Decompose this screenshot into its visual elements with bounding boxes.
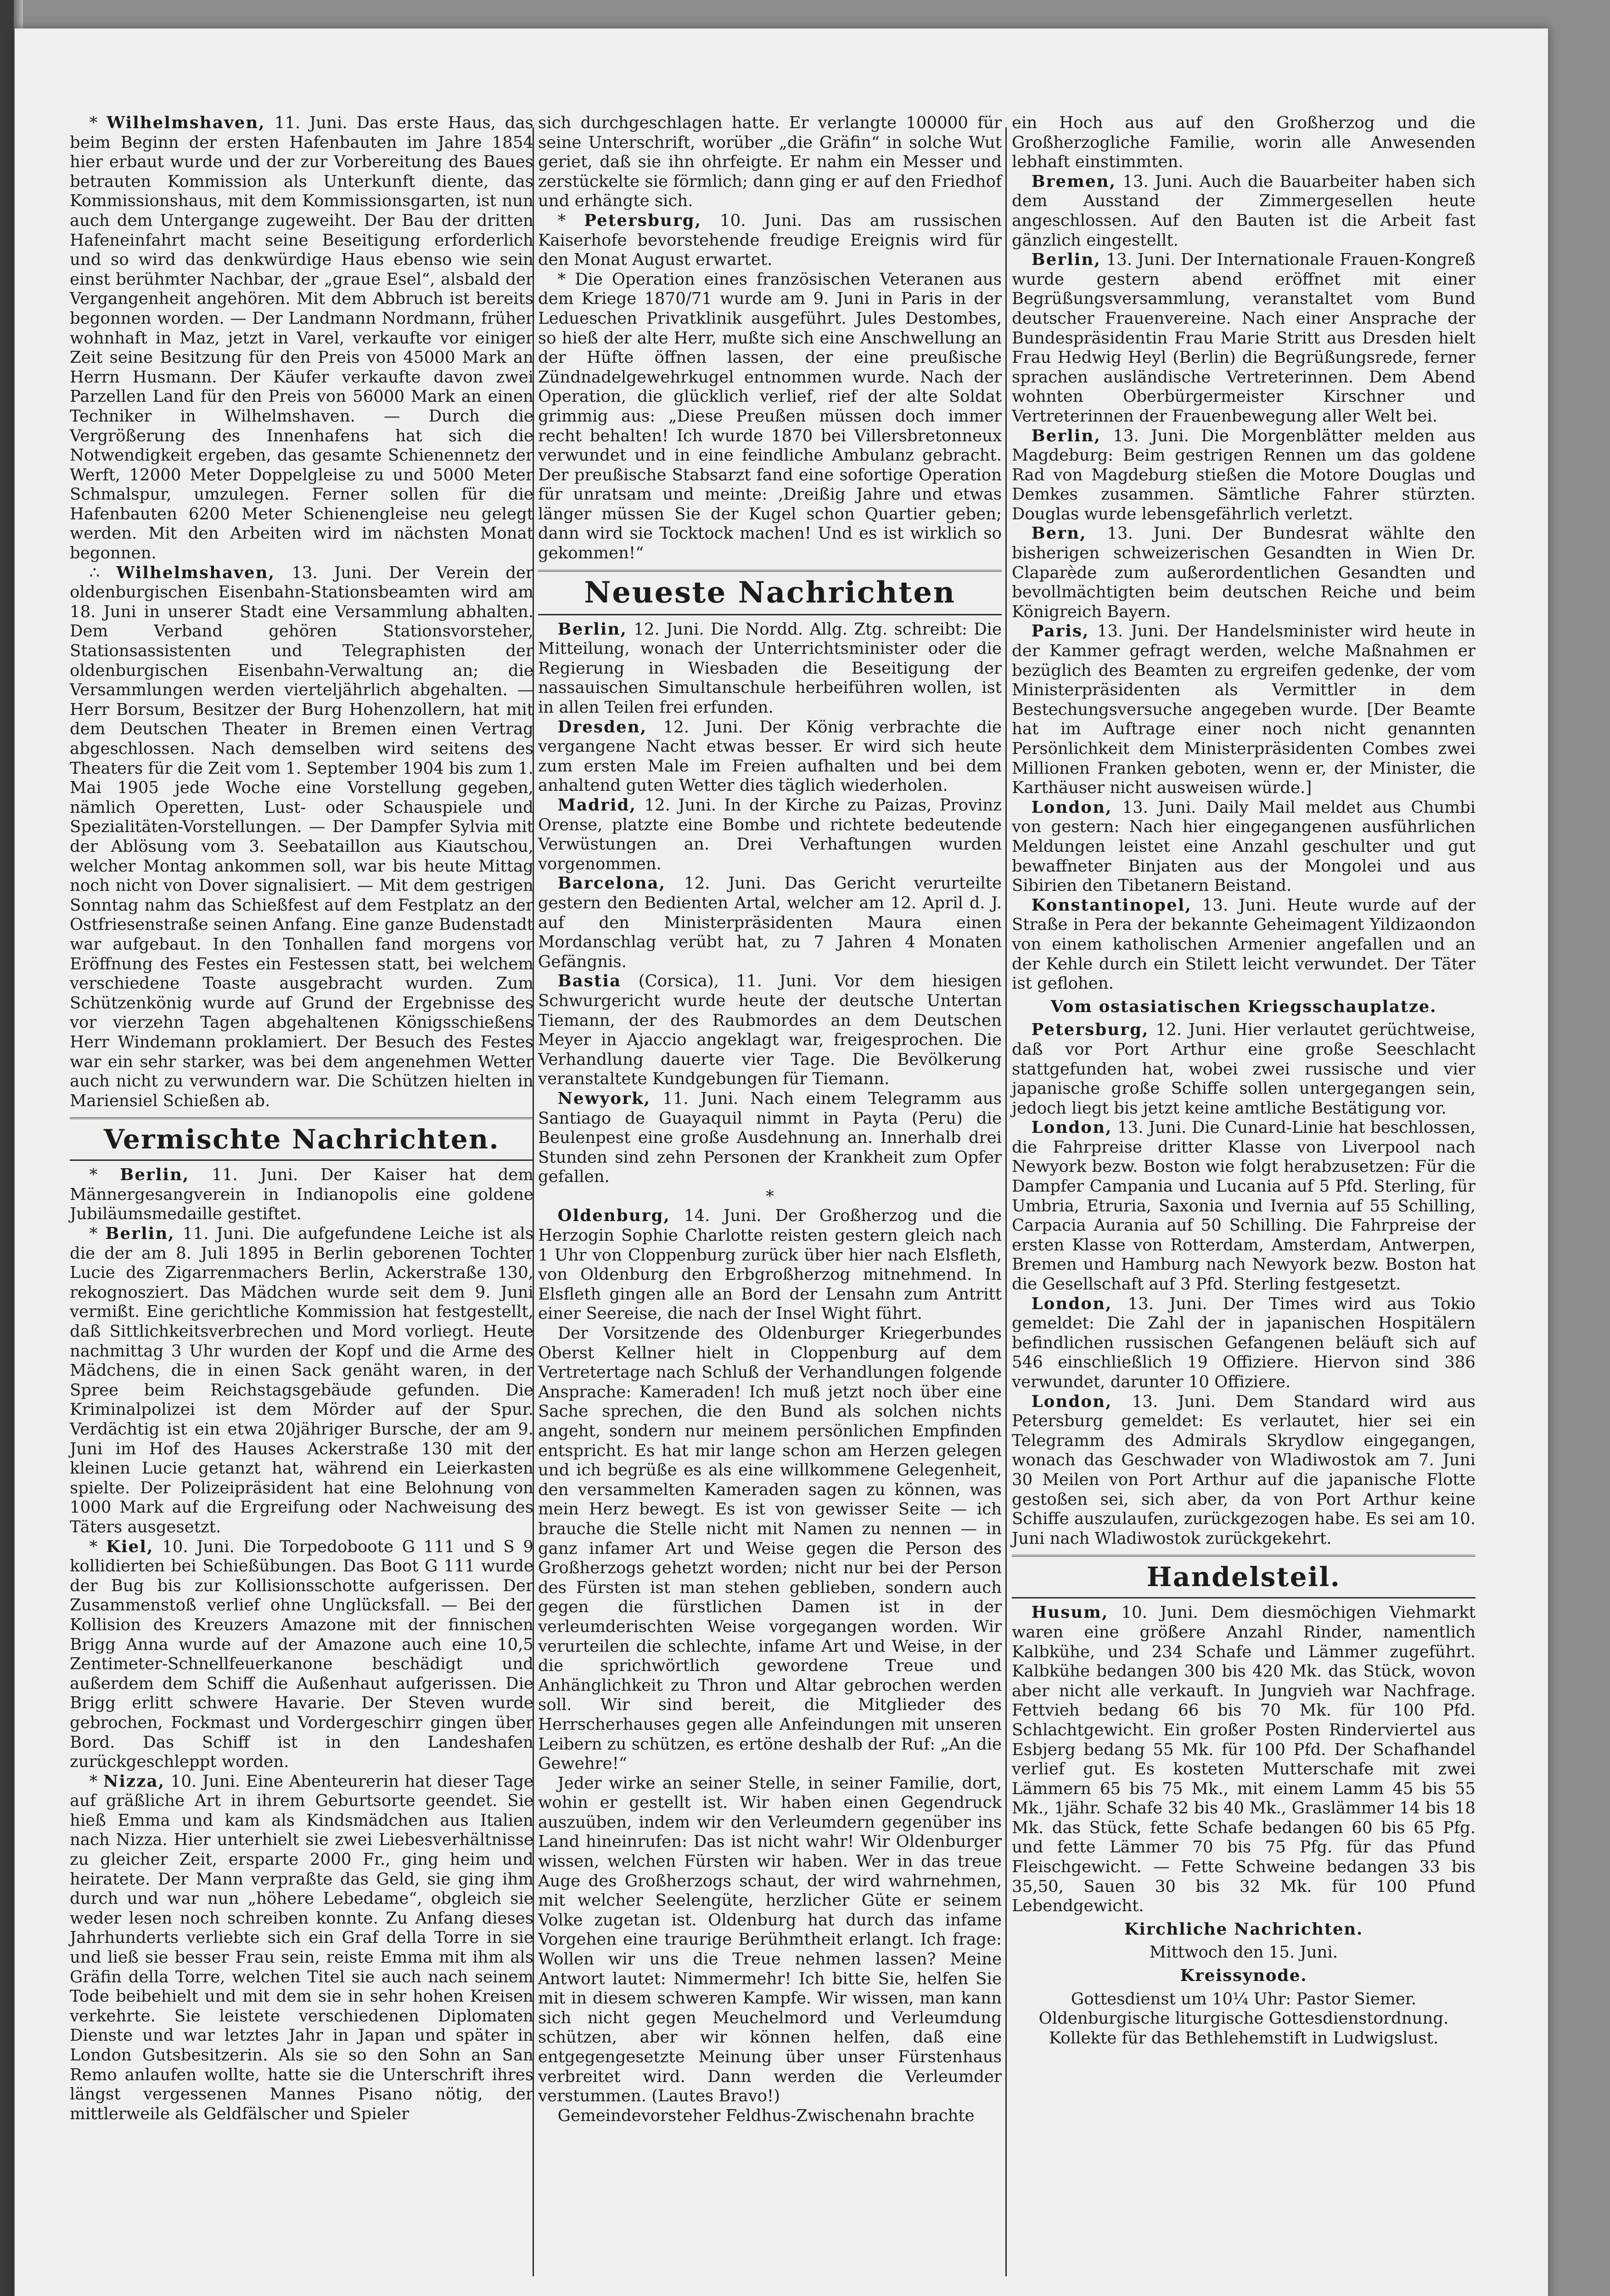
article: * Nizza, 10. Juni. Eine Abenteurerin hat dieser Tage auf gräßliche Art in ihrem Geburtsorte geendet. Sie hieß Emma und kam als Kindsmädchen aus Italien nach Nizza. Hier unterhielt sie zwei Liebesverhältnisse zu gleicher Zeit, ersparte 2000 Fr., ging heim und heiratete. Der Mann verpraßte das Geld, sie ging ihm durch und war nun „höhere Lebedame“, obgleich sie weder lesen noch schreiben konnte. Zu Anfang dieses Jahrhunderts verliebte sich ein Graf della Torre in sie und ließ sie besser Frau sein, reiste Emma mit ihm als Gräfin della Torre, welchen Titel sie auch nach seinem Tode beibehielt und mit dem sie in sehr hohen Kreisen verkehrte. Sie leistete verschiedenen Diplomaten Dienste und war letztes Jahr in Japan und später in London Gutsbesitzerin. Als sie so den Sohn an San Remo anlaufen wollte, hatte sie die Unterschrift ihres längst vergessenen Mannes Pisano nötig, der mittlerweile als Geldfälscher und Spieler — [70, 1772, 533, 2123]
article: Berlin, 13. Juni. Die Morgenblätter melden aus Magdeburg: Beim gestrigen Rennen um das goldene Rad von Magdeburg stießen die Motore Douglas und Demkes zusammen. Sämtliche Fahrer stürzten. Douglas wurde lebensgefährlich verletzt. — [1012, 426, 1475, 523]
dateline: Oldenburg, — [557, 1206, 671, 1226]
notice-line: Oldenburgische liturgische Gottesdienstordnung. — [1038, 2009, 1449, 2028]
subsection-header: Kirchliche Nachrichten. — [1124, 1919, 1363, 1939]
article: London, 13. Juni. Dem Standard wird aus Petersburg gemeldet: Es verlautet, hier sei ein Telegramm des Admirals Skrydlow eingegangen, wonach das Geschwader von Wladiwostok am 7. Juni 30 Meilen von Port Arthur auf die japanische Flotte gestoßen sei, sich aber, da von Port Arthur keine Schiffe auszulaufen, zurückgezogen habe. Es sei am 10. Juni nach Wladiwostok zurückgekehrt. — [1012, 1392, 1475, 1548]
dateline: Konstantinopel, — [1031, 895, 1192, 915]
dateline: London, — [1031, 798, 1112, 817]
dateline: London, — [1031, 1294, 1112, 1313]
notice-line: Mittwoch den 15. Juni. — [1149, 1943, 1338, 1962]
article: * Berlin, 11. Juni. Der Kaiser hat dem Männergesangverein in Indianopolis eine goldene Jubiläumsmedaille gestiftet. — [70, 1165, 533, 1224]
article: Bastia (Corsica), 11. Juni. Vor dem hiesigen Schwurgericht wurde heute der deutsche Untertan Tiemann, der des Raubmordes an dem Deutschen Meyer in Ajaccio angeklagt war, freigesprochen. Die Verhandlung dauerte vier Tage. Die Bevölkerung veranstaltete Kundgebungen für Tiemann. — [538, 972, 1002, 1089]
dateline: Madrid, — [557, 796, 636, 815]
dateline: Kiel, — [106, 1537, 154, 1556]
article-continued: sich durchgeschlagen hatte. Er verlangte 100000 für seine Unterschrift, worüber „die Gräfin“ in solche Wut geriet, daß sie ihn ohrfeigte. Er nahm ein Messer und zerstückelte sie förmlich; dann ging er auf den Friedhof und erhängte sich. — [538, 113, 1002, 211]
dateline: Berlin, — [105, 1224, 175, 1244]
article: Madrid, 12. Juni. In der Kirche zu Paizas, Provinz Orense, platzte eine Bombe und richtete bedeutende Verwüstungen an. Drei Verhaftungen wurden vorgenommen. — [538, 796, 1002, 873]
article: Konstantinopel, 13. Juni. Heute wurde auf der Straße in Pera der bekannte Geheimagent Yildizaondon von einem katholischen Armenier angefallen und an der Kehle durch ein Stilett leicht verwundet. Der Täter ist geflohen. — [1012, 895, 1475, 993]
article: * Berlin, 11. Juni. Die aufgefundene Leiche ist als die der am 8. Juli 1895 in Berlin geborenen Tochter Lucie des Zigarrenmachers Berlin, Ackerstraße 130, rekognosziert. Das Mädchen wurde seit dem 9. Juni vermißt. Eine gerichtliche Kommission hat festgestellt, daß Sittlichkeitsverbrechen und Mord vorliegt. Heute nachmittag 3 Uhr wurden der Kopf und die Arme des Mädchens, die in einen Sack genäht waren, in der Spree beim Reichstagsgebäude gefunden. Die Kriminalpolizei ist dem Mörder auf der Spur. Verdächtig ist ein etwa 20jähriger Bursche, der am 9. Juni im Hof des Hauses Ackerstraße 130 mit der kleinen Lucie getanzt hat, während ein Leierkasten spielte. Der Polizeipräsident hat eine Belohnung von 1000 Mark auf die Ergreifung oder Nachweisung des Täters ausgesetzt. — [70, 1224, 533, 1536]
dateline: Petersburg, — [584, 211, 702, 230]
column-rule — [1005, 127, 1007, 2276]
article: Barcelona, 12. Juni. Das Gericht verurteilte gestern den Bedienten Artal, welcher am 12. April d. J. auf den Ministerpräsidenten Maura einen Mordanschlag verübt hat, zu 7 Jahren 4 Monaten Gefängnis. — [538, 874, 1002, 971]
dateline: Dresden, — [557, 717, 647, 737]
dateline: Petersburg, — [1031, 1020, 1149, 1040]
article: * Wilhelmshaven, 11. Juni. Das erste Haus, das beim Beginn der ersten Hafenbauten im Jahre 1854 hier erbaut wurde und der zur Vorbereitung des Baues betrauten Kommission als Unterkunft diente, das Kommissionshaus, mit dem Kommissionsgarten, ist nun auch dem Untergange zugeweiht. Der Bau der dritten Hafeneinfahrt macht seine Beseitigung erforderlich und so wird das denkwürdige Haus ebenso wie sein einst berühmter Nachbar, der „graue Esel“, alsbald der Vergangenheit angehören. Mit dem Abbruch ist bereits begonnen worden. — Der Landmann Nordmann, früher wohnhaft in Maz, jetzt in Varel, verkaufte vor einiger Zeit seine Besitzung für den Preis von 45000 Mark an Herrn Husmann. Der Käufer verkaufte davon zwei Parzellen Land für den Preis von 56000 Mark an einen Techniker in Wilhelmshaven. — Durch die Vergrößerung des Innenhafens hat sich die Notwendigkeit ergeben, das gesamte Schienennetz der Werft, 12000 Meter Doppelgleise zu und 5000 Meter Schmalspur, umzulegen. Ferner sollen für die Hafenbauten 6200 Meter Schienengleise neu gelegt werden. Mit den Arbeiten wird im nächsten Monat begonnen. — [70, 113, 533, 563]
article: * Kiel, 10. Juni. Die Torpedoboote G 111 und S 9 kollidierten bei Schießübungen. Das Boot G 111 wurde der Bug bis zur Kollisionsschotte aufgerissen. Der Zusammenstoß verlief ohne Unglücksfall. — Bei der Kollision des Kreuzers Amazone mit der finnischen Brigg Anna wurde auf der Amazone auch eine 10,5 Zentimeter-Schnellfeuerkanone beschädigt und außerdem dem Schiff die Außenhaut aufgerissen. Die Brigg erlitt schwere Havarie. Der Steven wurde gebrochen, Fockmast und Vordergeschirr gingen über Bord. Das Schiff ist in den Landeshafen zurückgeschleppt worden. — [70, 1537, 533, 1772]
article: Bremen, 13. Juni. Auch die Bauarbeiter haben sich dem Ausstand der Zimmergesellen heute angeschlossen. Auf den Bauten ist die Arbeit fast gänzlich eingestellt. — [1012, 172, 1475, 250]
section-header: Vermischte Nachrichten. — [70, 1117, 533, 1161]
article: London, 13. Juni. Die Cunard-Linie hat beschlossen, die Fahrpreise dritter Klasse von Liverpool nach Newyork bezw. Boston wie folgt herabzusetzen: Für die Dampfer Campania und Lucania auf 5 Pfd. Sterling, für Umbria, Etruria, Saxonia und Ivernia auf 55 Schilling, Carpacia Aurania auf 50 Schilling. Die Fahrpreise der ersten Klasse von Rotterdam, Amsterdam, Antwerpen, Bremen und Hamburg nach Newyork bezw. Boston hat die Gesellschaft auf 3 Pfd. Sterling festgesetzt. — [1012, 1118, 1475, 1294]
column-3 — [1012, 113, 1475, 2048]
column-2 — [538, 113, 1002, 2126]
article: London, 13. Juni. Der Times wird aus Tokio gemeldet: Die Zahl der in japanischen Hospitälern befindlichen russischen Gefangenen beläuft sich auf 546 einschließlich 19 Offiziere. Hiervon sind 386 verwundet, darunter 10 Offiziere. — [1012, 1294, 1475, 1391]
article: Petersburg, 12. Juni. Hier verlautet gerüchtweise, daß vor Port Arthur eine große Seeschlacht stattgefunden hat, wobei zwei russische und vier japanische große Schiffe sollen untergegangen sein, jedoch liegt bis jetzt keine amtliche Bestätigung vor. — [1012, 1020, 1475, 1118]
article: Newyork, 11. Juni. Nach einem Telegramm aus Santiago de Guayaquil nimmt in Payta (Peru) die Beulenpest eine große Ausdehnung an. Innerhalb drei Stunden sind zehn Personen der Krankheit zum Opfer gefallen. — [538, 1089, 1002, 1187]
article: Gemeindevorsteher Feldhus-Zwischenahn brachte — [557, 2106, 975, 2125]
dateline: London, — [1031, 1118, 1112, 1137]
dateline: Newyork, — [557, 1089, 651, 1108]
dateline: London, — [1031, 1392, 1112, 1411]
article: ∴ Wilhelmshaven, 13. Juni. Der Verein der oldenburgischen Eisenbahn-Stationsbeamten wird am 18. Juni in unserer Stadt eine Versammlung abhalten. Dem Verband gehören Stationsvorsteher, Stationsassistenten und Telegraphisten der oldenburgischen Eisenbahn-Verwaltung an; die Versammlungen werden vierteljährlich abgehalten. — Herr Borsum, Besitzer der Burg Hohenzollern, hat mit dem Deutschen Theater in Bremen einen Vertrag abgeschlossen. Nach demselben wird seitens des Theaters für die Zeit vom 1. September 1904 bis zum 1. Mai 1905 jede Woche eine Vorstellung gegeben, nämlich Operetten, Lust- oder Schauspiele und Spezialitäten-Vorstellungen. — Der Dampfer Sylvia mit der Ablösung vom 3. Seebataillon aus Kiautschou, welcher Montag ankommen soll, war bis heute Mittag noch nicht von Dover signalisiert. — Mit dem gestrigen Sonntag nahm das Schießfest auf dem Festplatz an der Ostfriesenstraße seinen Anfang. Eine ganze Budenstadt war aufgebaut. In den Tonhallen fand morgens vor Eröffnung des Festes ein Festessen statt, bei welchem verschiedene Toaste ausgebracht wurden. Zum Schützenkönig wurde auf Grund der Ergebnisse des vor vierzehn Tagen abgehaltenen Königsschießens Herr Windemann proklamiert. Der Besuch des Festes war ein sehr starker, was bei dem angenehmen Wetter auch nicht zu verwundern war. Die Schützen hielten in Mariensiel Schießen ab. — [70, 563, 534, 1110]
dateline: Wilhelmshaven, — [116, 563, 275, 582]
section-header: Handelsteil. — [1012, 1555, 1475, 1598]
article: Husum, 10. Juni. Dem diesmöchigen Viehmarkt waren eine größere Anzahl Rinder, namentlich Kalbkühe, und 234 Schafe und Lämmer zugeführt. Kalbkühe bedangen 300 bis 420 Mk. das Stück, wovon aber nicht alle verkauft. In Jungvieh war Nachfrage. Fettvieh bedang 66 bis 70 Mk. für 100 Pfd. Schlachtgewicht. Ein großer Posten Rinderviertel aus Esbjerg bedang 55 Mk. für 100 Pfd. Der Schafhandel verlief gut. Es kosteten Mutterschafe mit zwei Lämmern 65 bis 75 Mk., mit einem Lamm 45 bis 55 Mk., 1jähr. Schafe 32 bis 40 Mk., Graslämmer 14 bis 18 Mk. das Stück, fette Schafe bedangen 60 bis 65 Pfg. und fette Lämmer 70 bis 75 Pfg. für das Pfund Fleischgewicht. — Fette Schweine bedangen 33 bis 35,50, Sauen 30 bis 32 Mk. für 100 Pfund Lebendgewicht. — [1012, 1603, 1475, 1916]
dateline: Bern, — [1031, 524, 1087, 543]
article: London, 13. Juni. Daily Mail meldet aus Chumbi von gestern: Nach hier eingegangenen ausführlichen Meldungen leistet eine Anzahl geschulter und gut bewaffneter Binjaten aus der Mongolei und aus Sibirien den Tibetanern Beistand. — [1012, 798, 1475, 895]
dateline: Berlin, — [1031, 426, 1101, 445]
dateline: Husum, — [1031, 1603, 1109, 1622]
separator-star: * — [766, 1187, 774, 1206]
article: * Petersburg, 10. Juni. Das am russischen Kaiserhofe bevorstehende freudige Ereignis wird für den Monat August erwartet. — [538, 211, 1002, 270]
subsection-header: Kreissynode. — [1180, 1966, 1307, 1986]
dateline: Nizza, — [103, 1772, 165, 1791]
dateline: Berlin, — [557, 619, 627, 639]
article: Dresden, 12. Juni. Der König verbrachte die vergangene Nacht etwas besser. Er wird sich heute zum ersten Male im Freien aufhalten und bei dem anhaltend guten Wetter dies täglich wiederholen. — [538, 717, 1002, 795]
page-gutter — [0, 0, 14, 2296]
dateline: Bastia — [557, 972, 622, 991]
dateline: Barcelona, — [557, 874, 666, 893]
dateline: Berlin, — [120, 1165, 190, 1185]
article: Der Vorsitzende des Oldenburger Kriegerbundes Oberst Kellner hielt in Cloppenburg auf dem Vertretertage nach Schluß der Verhandlungen folgende Ansprache: Kameraden! Ich muß jetzt noch über eine Sache sprechen, die den Bund als solchen nichts angeht, sondern nur meinem persönlichen Empfinden entspricht. Es hat mir lange schon am Herzen gelegen und ich begrüße es als eine willkommene Gelegenheit, den versammelten Kameraden sagen zu können, was mein Herz bewegt. Es ist von gewisser Seite — ich brauche die Stelle nicht mit Namen zu nennen — in ganz infamer Art und Weise gegen die Person des Großherzogs gehetzt worden; nicht nur bei der Person des Fürsten ist man stehen geblieben, sondern auch gegen die fürstlichen Damen ist in der verleumderischten Weise vorgegangen worden. Wir verurteilen die schlechte, infame Art und Weise, in der die sprichwörtlich gewordene Treue und Anhänglichkeit zu Thron und Altar gebrochen werden soll. Wir sind bereit, die Mitglieder des Herrscherhauses gegen alle Anfeindungen mit unseren Leibern zu schützen, es ertöne deshalb der Ruf: „An die Gewehre!“ — [538, 1324, 1002, 1773]
notice-line: Gottesdienst um 10¼ Uhr: Pastor Siemer. — [1071, 1989, 1417, 2009]
article: * Die Operation eines französischen Veteranen aus dem Kriege 1870/71 wurde am 9. Juni in Paris in der Ledueschen Privatklinik ausgeführt. Jules Destombes, so hieß der alte Herr, mußte sich eine Anschwellung an der Hüfte öffnen lassen, der eine preußische Zündnadelgewehrkugel entnommen wurde. Nach der Operation, die glücklich verlief, rief der alte Soldat grimmig aus: „Diese Preußen müssen doch immer recht behalten! Ich wurde 1870 bei Villersbretonneux verwundet und in eine feindliche Ambulanz gebracht. Der preußische Stabsarzt fand eine sofortige Operation für unratsam und meinte: ‚Dreißig Jahre und etwas länger müssen Sie der Kugel schon Quartier geben; dann wird sie Tocktock machen! Und es ist wirklich so gekommen!“ — [538, 270, 1002, 563]
article: Paris, 13. Juni. Der Handelsminister wird heute in der Kammer gefragt werden, welche Maßnahmen er bezüglich des Beamten zu ergreifen gedenke, der vom Ministerpräsidenten als Vermittler in dem Bestechungsversuche angegeben wurde. [Der Beamte hat im Auftrage einer noch nicht genannten Persönlichkeit dem Ministerpräsidenten Combes zwei Millionen Franken geboten, wenn er, der Minister, die Karthäuser nicht ausweisen würde.] — [1012, 622, 1475, 798]
article: Berlin, 12. Juni. Die Nordd. Allg. Ztg. schreibt: Die Mitteilung, wonach der Unterrichtsminister oder die Regierung in Wiesbaden die Beseitigung der nassauischen Simultanschule herbeiführen wollen, ist in allen Teilen frei erfunden. — [538, 619, 1002, 717]
article: Oldenburg, 14. Juni. Der Großherzog und die Herzogin Sophie Charlotte reisten gestern gleich nach 1 Uhr von Cloppenburg zurück über hier nach Elsfleth, von Oldenburg den Erbgroßherzog mitnehmend. In Elsfleth gingen alle an Bord der Lensahn zum Antritt einer Seereise, die nach der Insel Wight führt. — [538, 1206, 1002, 1323]
article: Jeder wirke an seiner Stelle, in seiner Familie, dort, wohin er gestellt ist. Wir haben einen Gegendruck auszuüben, indem wir den Verleumdern gegenüber ins Land hineinrufen: Das ist nicht wahr! Wir Oldenburger wissen, welchen Fürsten wir haben. Wer in das treue Auge des Großherzogs schaut, der wird wahrnehmen, mit welcher Seelengüte, herzlicher Güte er seinem Volke zugetan ist. Oldenburg hat durch das infame Vorgehen eine traurige Berühmtheit erlangt. Ich frage: Wollen wir uns die Treue nehmen lassen? Meine Antwort lautet: Nimmermehr! Ich bitte Sie, helfen Sie mit in diesem schweren Kampfe. Wir wissen, man kann sich nicht gegen Meuchelmord und Verleumdung schützen, aber wir können helfen, daß eine entgegengesetzte Meinung über unser Fürstenhaus verbreitet wird. Dann werden die Verleumder verstummen. (Lautes Bravo!) — [538, 1773, 1002, 2106]
dateline: Paris, — [1031, 622, 1089, 641]
column-1 — [70, 113, 533, 2124]
article: Berlin, 13. Juni. Der Internationale Frauen-Kongreß wurde gestern abend eröffnet mit einer Begrüßungsversammlung, veranstaltet vom Bund deutscher Frauenvereine. Nach einer Ansprache der Bundespräsidentin Frau Marie Stritt aus Dresden hielt Frau Hedwig Heyl (Berlin) die Begrüßungsrede, ferner sprachen ausländische Vertreterinnen. Dem Abend wohnten Oberbürgermeister Kirschner und Vertreterinnen der Frauenbewegung aller Welt bei. — [1012, 250, 1475, 426]
notice-line: Kollekte für das Bethlehemstift in Ludwigslust. — [1049, 2028, 1439, 2048]
dateline: Wilhelmshaven, — [107, 113, 265, 132]
newspaper-page — [15, 28, 1548, 2296]
article-continued: ein Hoch aus auf den Großherzog und die Großherzogliche Familie, worin alle Anwesenden lebhaft einstimmten. — [1012, 113, 1475, 172]
dateline: Bremen, — [1031, 172, 1116, 191]
section-header: Neueste Nachrichten — [538, 570, 1002, 615]
subsection-header: Vom ostasiatischen Kriegsschauplatze. — [1050, 997, 1437, 1016]
dateline: Berlin, — [1031, 250, 1101, 270]
article: Bern, 13. Juni. Der Bundesrat wählte den bisherigen schweizerischen Gesandten in Wien Dr. Claparède zum außerordentlichen Gesandten und bevollmächtigten beim deutschen Reiche und beim Königreich Bayern. — [1012, 524, 1475, 621]
